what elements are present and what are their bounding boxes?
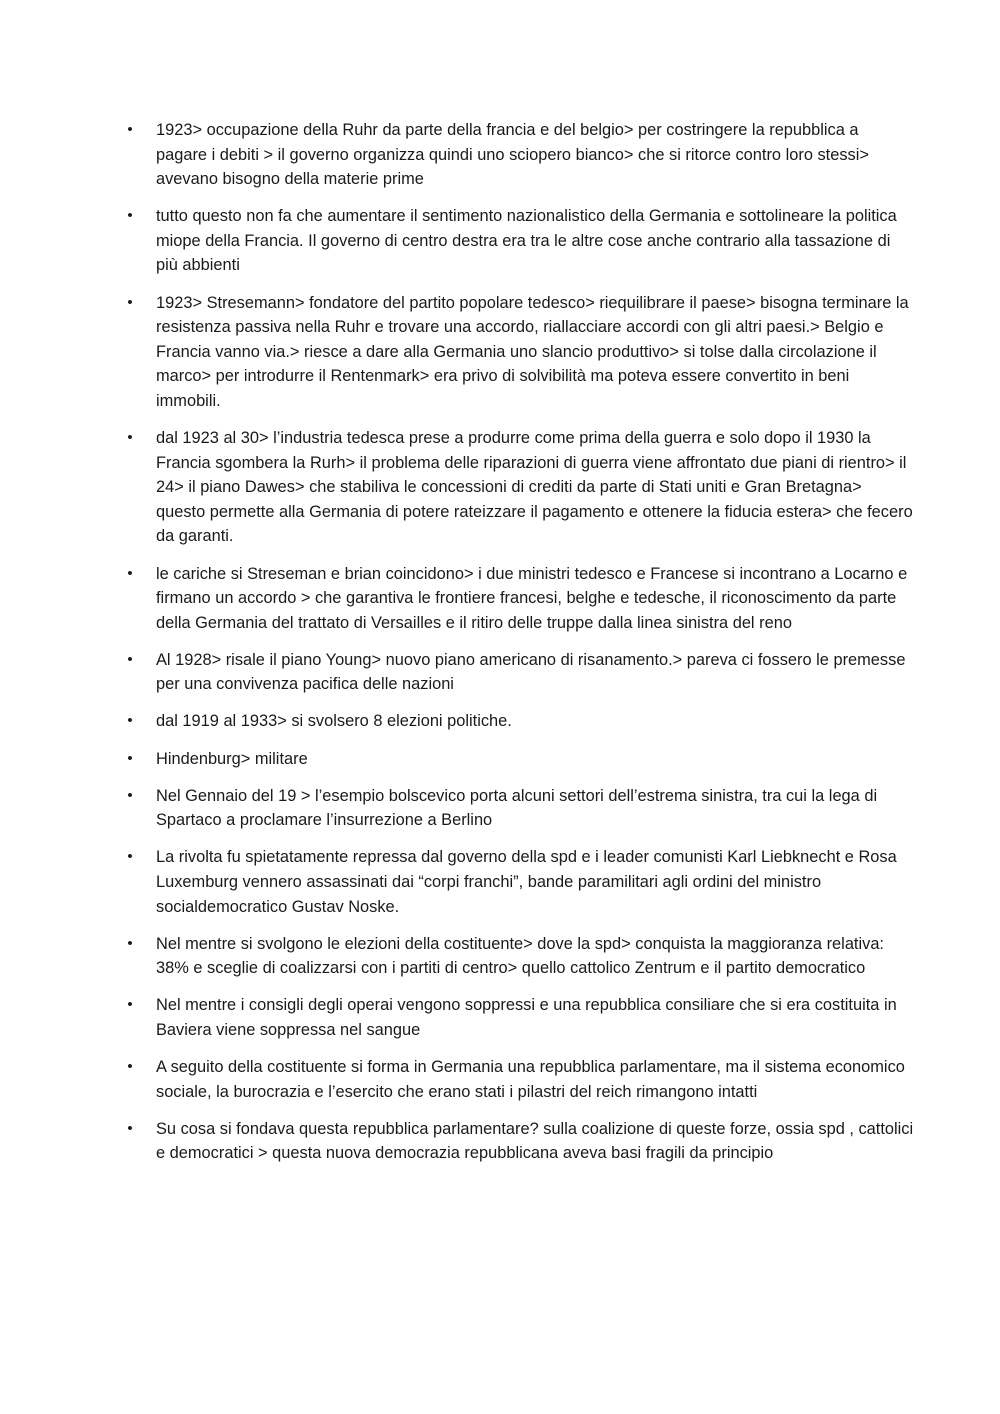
list-item bbox=[124, 204, 914, 278]
list-item bbox=[124, 1055, 914, 1104]
list-item-text: Nel Gennaio del 19 > l’esempio bolscevico porta alcuni settori dell’estrema sinistra, tra cui la lega di Spartaco a proclamare l’insurrezione a Berlino bbox=[156, 786, 878, 830]
list-item-text: 1923> Stresemann> fondatore del partito popolare tedesco> riequilibrare il paese> bisogna terminare la resistenza passiva nella Ruhr e trovare una accordo, riallacciare accordi con gli altri paesi.> Belgio e Francia vanno via.> riesce a dare alla Germania uno slancio produttivo> si tolse dalla circolazione il marco> per introdurre il Rentenmark> era privo di solvibilità ma poteva essere convertito in beni immobili. bbox=[156, 293, 909, 410]
list-item bbox=[124, 932, 914, 981]
list-item-text: La rivolta fu spietatamente repressa dal governo della spd e i leader comunisti Karl Liebknecht e Rosa Luxemburg vennero assassinati dai “corpi franchi”, bande paramilitari agli ordini del ministro socialdemocratico Gustav Noske. bbox=[156, 848, 897, 916]
bullet-icon: • bbox=[127, 121, 133, 138]
bullet-icon: • bbox=[127, 429, 133, 447]
bullet-icon: • bbox=[127, 749, 133, 767]
list-item-text: Al 1928> risale il piano Young> nuovo piano americano di risanamento.> pareva ci fossero le premesse per una convivenza pacifica delle nazioni bbox=[156, 650, 906, 694]
list-item-text: Nel mentre i consigli degli operai vengono soppressi e una repubblica consiliare che si era costituita in Baviera viene soppressa nel sangue bbox=[156, 996, 897, 1039]
list-item bbox=[124, 993, 914, 1042]
list-item bbox=[124, 747, 914, 772]
bullet-icon: • bbox=[127, 1058, 133, 1075]
list-item-text: A seguito della costituente si forma in Germania una repubblica parlamentare, ma il sistema economico sociale, la burocrazia e l’esercito che erano stati i pilastri del reich rimangono intatti bbox=[156, 1058, 905, 1101]
list-item bbox=[124, 118, 914, 192]
bullet-icon: • bbox=[127, 650, 133, 668]
list-item-text: Hindenburg> militare bbox=[156, 749, 308, 768]
list-item bbox=[124, 709, 914, 734]
list-item-text: tutto questo non fa che aumentare il sentimento nazionalistico della Germania e sottolineare la politica miope della Francia. Il governo di centro destra era tra le altre cose anche contrario alla tassazione di più abbienti bbox=[156, 207, 897, 275]
list-item bbox=[124, 562, 914, 636]
list-item-text: Su cosa si fondava questa repubblica parlamentare? sulla coalizione di queste forze, ossia spd , cattolici e democratici > questa nuova democrazia repubblicana aveva basi fragili da principio bbox=[156, 1119, 914, 1163]
bullet-icon: • bbox=[127, 934, 133, 952]
list-item bbox=[124, 426, 914, 549]
notes-list bbox=[124, 118, 914, 1178]
list-item bbox=[124, 845, 914, 919]
list-item bbox=[124, 1117, 914, 1166]
list-item-text: dal 1919 al 1933> si svolsero 8 elezioni politiche. bbox=[156, 712, 512, 731]
bullet-icon: • bbox=[127, 786, 133, 804]
bullet-icon: • bbox=[127, 848, 133, 866]
bullet-icon: • bbox=[127, 1119, 133, 1137]
list-item-text: dal 1923 al 30> l’industria tedesca prese a produrre come prima della guerra e solo dopo il 1930 la Francia sgombera la Rurh> il problema delle riparazioni di guerra viene affrontato due piani di rientro> il 24> il piano Dawes> che stabiliva le concessioni di crediti da parte di Stati uniti e Gran Bretagna> questo permette alla Germania di potere rateizzare il pagamento e ottenere la fiducia estera> che fecero da garanti. bbox=[156, 429, 913, 546]
list-item bbox=[124, 784, 914, 833]
bullet-icon: • bbox=[127, 207, 133, 225]
bullet-icon: • bbox=[127, 293, 133, 311]
list-item-text: Nel mentre si svolgono le elezioni della costituente> dove la spd> conquista la maggioranza relativa: 38% e sceglie di coalizzarsi con i partiti di centro> quello cattolico Zentrum e il partito democratico bbox=[156, 934, 884, 978]
bullet-icon: • bbox=[127, 996, 133, 1014]
bullet-icon: • bbox=[127, 564, 133, 582]
bullet-icon: • bbox=[127, 712, 133, 730]
list-item bbox=[124, 648, 914, 697]
list-item-text: 1923> occupazione della Ruhr da parte della francia e del belgio> per costringere la repubblica a pagare i debiti > il governo organizza quindi uno sciopero bianco> che si ritorce contro loro stessi> avevano bisogno della materie prime bbox=[156, 121, 869, 189]
list-item bbox=[124, 291, 914, 414]
list-item-text: le cariche si Streseman e brian coincidono> i due ministri tedesco e Francese si incontrano a Locarno e firmano un accordo > che garantiva le frontiere francesi, belghe e tedesche, il riconoscimento da parte della Germania del trattato di Versailles e il ritiro delle truppe dalla linea sinistra del reno bbox=[156, 564, 908, 632]
